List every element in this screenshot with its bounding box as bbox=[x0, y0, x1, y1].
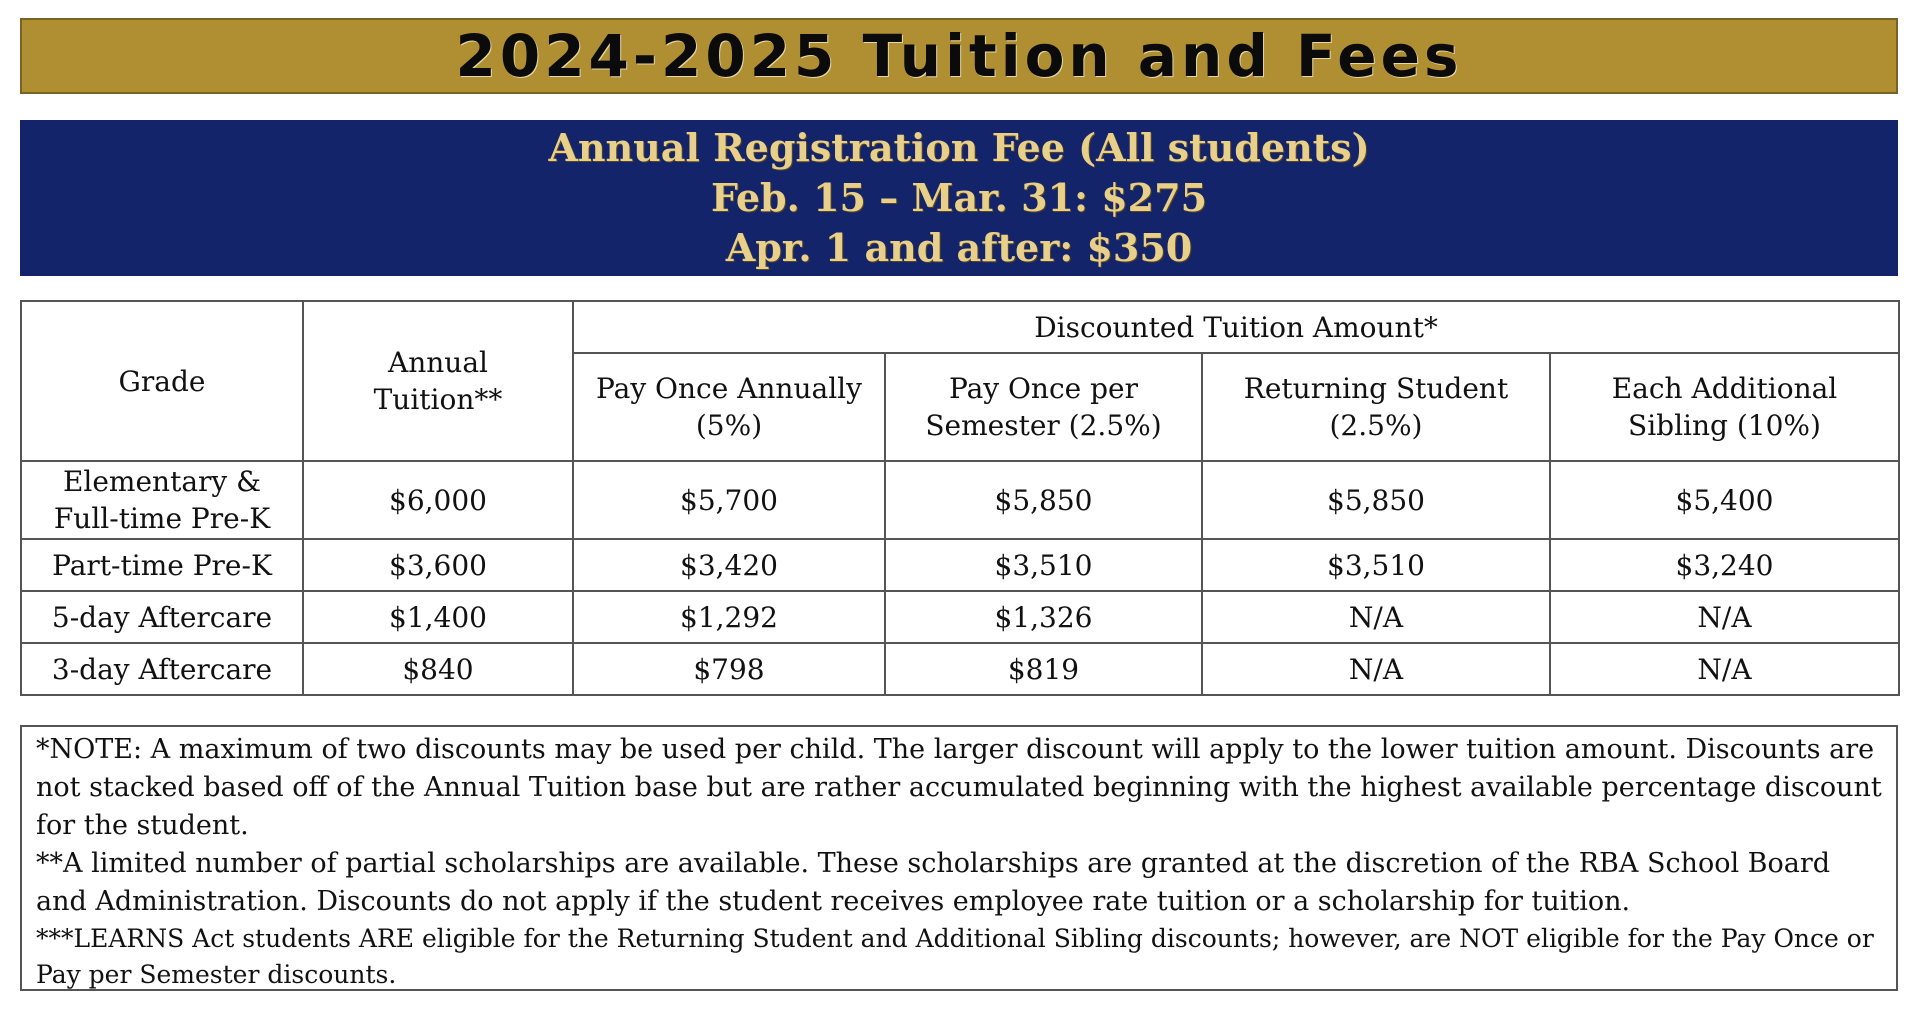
header-returning-student-label: Returning Student (2.5%) bbox=[1243, 372, 1509, 442]
header-additional-sibling-label: Each Additional Sibling (10%) bbox=[1611, 372, 1838, 442]
cell-pay-semester: $1,326 bbox=[885, 591, 1202, 643]
cell-annual: $6,000 bbox=[303, 461, 573, 539]
cell-sibling: $3,240 bbox=[1550, 539, 1899, 591]
header-pay-once-annually bbox=[573, 353, 885, 461]
cell-pay-annual: $3,420 bbox=[573, 539, 885, 591]
cell-returning: N/A bbox=[1202, 591, 1550, 643]
header-discounted-group: Discounted Tuition Amount* bbox=[573, 301, 1899, 353]
registration-late-fee: Apr. 1 and after: $350 bbox=[725, 225, 1193, 270]
cell-pay-semester: $3,510 bbox=[885, 539, 1202, 591]
registration-early-fee: Feb. 15 – Mar. 31: $275 bbox=[710, 175, 1208, 220]
registration-fee-box bbox=[20, 120, 1898, 276]
note-scholarships: **A limited number of partial scholarships are available. These scholarships are granted at the discretion of the RBA School Board and Administration. Discounts do not apply if the student receives employee rate tuition or a scholarship for tuition. bbox=[36, 848, 1831, 917]
header-annual-tuition bbox=[303, 301, 573, 461]
table-row bbox=[21, 643, 1899, 695]
header-additional-sibling bbox=[1550, 353, 1899, 461]
note-discounts: *NOTE: A maximum of two discounts may be used per child. The larger discount will apply to the lower tuition amount. Discounts are not stacked based off of the Annual Tuition base but are rather accumulated beginning with the highest available percentage discount for the student. bbox=[36, 734, 1882, 841]
header-returning-student bbox=[1202, 353, 1550, 461]
cell-grade bbox=[21, 461, 303, 539]
cell-grade: Part-time Pre-K bbox=[21, 539, 303, 591]
table-row bbox=[21, 539, 1899, 591]
cell-returning: N/A bbox=[1202, 643, 1550, 695]
cell-returning: $3,510 bbox=[1202, 539, 1550, 591]
cell-annual: $1,400 bbox=[303, 591, 573, 643]
notes-box bbox=[20, 725, 1898, 991]
table-header-row bbox=[21, 301, 1899, 353]
cell-grade-label: Elementary & Full-time Pre-K bbox=[53, 465, 271, 535]
cell-pay-annual: $1,292 bbox=[573, 591, 885, 643]
page-title: 2024-2025 Tuition and Fees bbox=[455, 22, 1463, 90]
cell-annual: $3,600 bbox=[303, 539, 573, 591]
note-learns-act: ***LEARNS Act students ARE eligible for the Returning Student and Additional Sibling discounts; however, are NOT eligible for the Pay Once or Pay per Semester discounts. bbox=[36, 924, 1874, 989]
cell-returning: $5,850 bbox=[1202, 461, 1550, 539]
cell-annual: $840 bbox=[303, 643, 573, 695]
cell-sibling: N/A bbox=[1550, 643, 1899, 695]
cell-grade: 3-day Aftercare bbox=[21, 643, 303, 695]
tuition-table bbox=[20, 300, 1900, 696]
table-row bbox=[21, 461, 1899, 539]
cell-sibling: $5,400 bbox=[1550, 461, 1899, 539]
cell-pay-annual: $798 bbox=[573, 643, 885, 695]
cell-pay-annual: $5,700 bbox=[573, 461, 885, 539]
header-pay-once-semester-label: Pay Once per Semester (2.5%) bbox=[925, 372, 1162, 442]
cell-grade: 5-day Aftercare bbox=[21, 591, 303, 643]
header-pay-once-semester bbox=[885, 353, 1202, 461]
title-banner bbox=[20, 18, 1898, 94]
cell-pay-semester: $5,850 bbox=[885, 461, 1202, 539]
table-row bbox=[21, 591, 1899, 643]
header-pay-once-annually-label: Pay Once Annually (5%) bbox=[596, 372, 862, 442]
registration-heading: Annual Registration Fee (All students) bbox=[548, 125, 1370, 170]
cell-pay-semester: $819 bbox=[885, 643, 1202, 695]
header-annual-tuition-label: Annual Tuition** bbox=[373, 346, 503, 416]
cell-sibling: N/A bbox=[1550, 591, 1899, 643]
header-grade: Grade bbox=[21, 301, 303, 461]
